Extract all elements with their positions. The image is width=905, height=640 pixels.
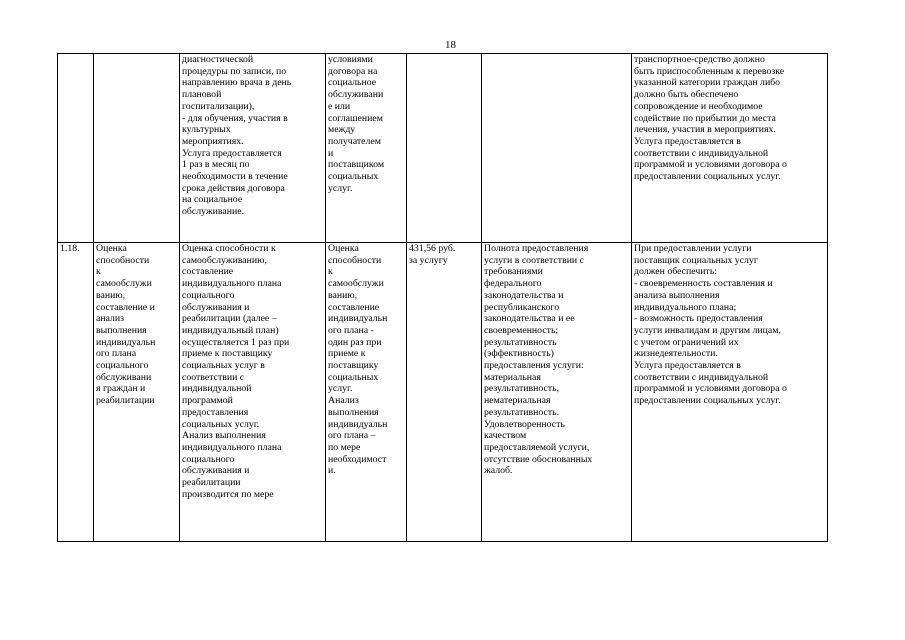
cell-tariff: 431,56 руб. за услугу bbox=[407, 243, 482, 542]
cell-service-conditions bbox=[632, 243, 828, 542]
cell-number bbox=[58, 54, 94, 243]
conditions-line: программой и условиями договора о bbox=[634, 159, 787, 171]
table-row bbox=[58, 54, 828, 243]
page-number: 18 bbox=[445, 39, 456, 51]
cell-quality-indicators: Полнота предоставления услуги в соответствии с требованиями федерального законодательства и республиканского законодательства и ее своевременность; результативность (эффективность) предоставления услуги: материальная результативность, нематериальная результативность. Удовлетворенность качеством предоставляемой услуги, отсутствие обоснованных жалоб. bbox=[482, 243, 632, 542]
conditions-line: - возможность предоставления bbox=[634, 313, 763, 325]
conditions-line: программой и условиями договора о bbox=[634, 383, 787, 395]
conditions-line: транспортное-средство должно bbox=[634, 54, 765, 65]
cell-quality-indicators bbox=[482, 54, 632, 243]
conditions-line: быть приспособленным к перевозке bbox=[634, 65, 785, 77]
conditions-line: жизнедеятельности. bbox=[634, 348, 718, 360]
services-table bbox=[57, 53, 828, 542]
cell-service-volume: условиями договора на социальное обслуживани е или соглашением между получателем и поставщиком социальных услуг. bbox=[326, 54, 407, 243]
conditions-line: сопровождение и необходимое bbox=[634, 100, 763, 112]
conditions-line: индивидуального плана; bbox=[634, 301, 737, 313]
table-row bbox=[58, 243, 828, 542]
cell-number: 1.18. bbox=[58, 243, 94, 542]
conditions-line: должно быть обеспечено bbox=[634, 89, 739, 101]
cell-service-content: Оценка способности к самообслуживанию, составление индивидуального плана социального обслуживания и реабилитации (далее – индивидуальный план) осуществляется 1 раз при приеме к поставщику социальных услуг в соответствии с индивидуальной программой предоставления социальных услуг. Анализ выполнения индивидуального плана социального обслуживания и реабилитации производится по мере bbox=[180, 243, 326, 542]
conditions-line: анализа выполнения bbox=[634, 289, 720, 301]
conditions-line: соответствии с индивидуальной bbox=[634, 147, 769, 159]
conditions-line: должен обеспечить: bbox=[634, 266, 718, 278]
conditions-line: содействие по прибытии до места bbox=[634, 112, 776, 124]
conditions-line: соответствии с индивидуальной bbox=[634, 371, 769, 383]
cell-service-conditions bbox=[632, 54, 828, 243]
cell-tariff bbox=[407, 54, 482, 243]
conditions-line: указанной категории граждан либо bbox=[634, 77, 781, 89]
conditions-line: - своевременность составления и bbox=[634, 278, 773, 290]
conditions-line: Услуга предоставляется в bbox=[634, 360, 741, 372]
conditions-line: поставщик социальных услуг bbox=[634, 254, 758, 266]
cell-service-name: Оценка способности к самообслужи ванию, составление и анализ выполнения индивидуальн ого плана социального обслуживани я граждан и реабилитации bbox=[94, 243, 180, 542]
cell-service-volume: Оценка способности к самообслужи ванию, составление индивидуальн ого плана - один раз при приеме к поставщику социальных услуг. Анализ выполнения индивидуальн ого плана – по мере необходимост и. bbox=[326, 243, 407, 542]
conditions-line: Услуга предоставляется в bbox=[634, 135, 741, 147]
conditions-line: предоставлении социальных услуг. bbox=[634, 395, 781, 407]
cell-service-name bbox=[94, 54, 180, 243]
conditions-line: с учетом ограничений их bbox=[634, 336, 739, 348]
conditions-line: предоставлении социальных услуг. bbox=[634, 171, 781, 183]
cell-service-content: диагностической процедуры по записи, по направлению врача в день плановой госпитализации), - для обучения, участия в культурных мероприятиях. Услуга предоставляется 1 раз в месяц по необходимости в течение срока действия договора на социальное обслуживание. bbox=[180, 54, 326, 243]
conditions-line: услуги инвалидам и другим лицам, bbox=[634, 324, 781, 336]
conditions-line: лечения, участия в мероприятиях. bbox=[634, 124, 776, 136]
conditions-line: При предоставлении услуги bbox=[634, 243, 752, 254]
